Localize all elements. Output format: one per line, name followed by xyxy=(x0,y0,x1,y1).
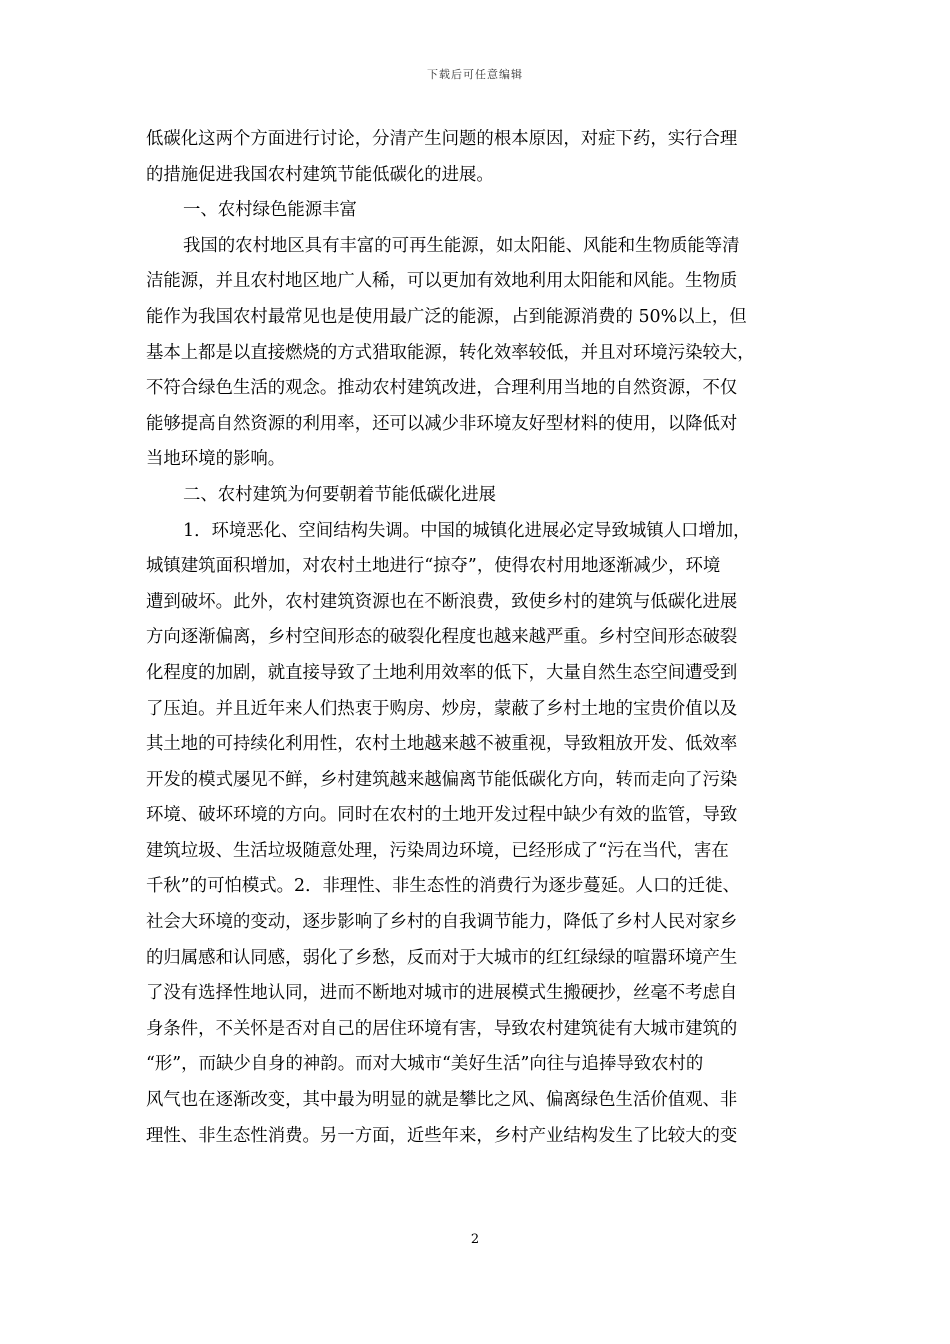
paragraph-first-line: 我国的农村地区具有丰富的可再生能源，如太阳能、风能和生物质能等清 xyxy=(183,235,740,256)
text-line: 了压迫。并且近年来人们热衷于购房、炒房，蒙蔽了乡村土地的宝贵价值以及 xyxy=(146,698,738,719)
text-line: 遭到破坏。此外，农村建筑资源也在不断浪费，致使乡村的建筑与低碳化进展 xyxy=(146,591,738,612)
text-line: 低碳化这两个方面进行讨论，分清产生问题的根本原因，对症下药，实行合理 xyxy=(146,129,738,149)
section-heading: 一、农村绿色能源丰富 xyxy=(183,200,357,221)
text-line: 基本上都是以直接燃烧的方式猎取能源，转化效率较低，并且对环境污染较大， xyxy=(146,342,755,363)
text-line: 社会大环境的变动，逐步影响了乡村的自我调节能力，降低了乡村人民对家乡 xyxy=(146,912,738,933)
text-line: 洁能源，并且农村地区地广人稀，可以更加有效地利用太阳能和风能。生物质 xyxy=(146,271,738,292)
text-line: 千秋”的可怕模式。2．非理性、非生态性的消费行为逐步蔓延。人口的迁徙、 xyxy=(146,876,740,897)
text-line: 不符合绿色生活的观念。推动农村建筑改进，合理利用当地的自然资源，不仅 xyxy=(146,378,738,399)
text-line: 城镇建筑面积增加，对农村土地进行“掠夺”，使得农村用地逐渐减少，环境 xyxy=(146,556,721,577)
document-body xyxy=(146,122,808,1154)
text-line: 能作为我国农村最常见也是使用最广泛的能源，占到能源消费的 50%以上，但 xyxy=(146,306,747,327)
text-line: 方向逐渐偏离，乡村空间形态的破裂化程度也越来越严重。乡村空间形态破裂 xyxy=(146,627,738,648)
text-line: 的措施促进我国农村建筑节能低碳化的进展。 xyxy=(146,164,494,185)
paragraph-first-line: 1．环境恶化、空间结构失调。中国的城镇化进展必定导致城镇人口增加， xyxy=(183,520,751,541)
text-line: 风气也在逐渐改变，其中最为明显的就是攀比之风、偏离绿色生活价值观、非 xyxy=(146,1090,738,1111)
text-line: 能够提高自然资源的利用率，还可以减少非环境友好型材料的使用，以降低对 xyxy=(146,413,738,434)
text-line: 了没有选择性地认同，进而不断地对城市的进展模式生搬硬抄，丝毫不考虑自 xyxy=(146,983,738,1004)
text-line: 理性、非生态性消费。另一方面，近些年来，乡村产业结构发生了比较大的变 xyxy=(146,1125,738,1146)
text-line: 的归属感和认同感，弱化了乡愁，反而对于大城市的红红绿绿的喧嚣环境产生 xyxy=(146,947,738,968)
text-line: 其土地的可持续化利用性，农村土地越来越不被重视，导致粗放开发、低效率 xyxy=(146,734,738,755)
text-line: 当地环境的影响。 xyxy=(146,449,286,470)
text-line: 环境、破坏环境的方向。同时在农村的土地开发过程中缺少有效的监管，导致 xyxy=(146,805,738,826)
text-line: “形”，而缺少自身的神韵。而对大城市“美好生活”向往与追捧导致农村的 xyxy=(146,1054,704,1075)
section-heading: 二、农村建筑为何要朝着节能低碳化进展 xyxy=(183,484,497,505)
text-line: 身条件，不关怀是否对自己的居住环境有害，导致农村建筑徒有大城市建筑的 xyxy=(146,1018,738,1039)
text-line: 开发的模式屡见不鲜，乡村建筑越来越偏离节能低碳化方向，转而走向了污染 xyxy=(146,769,738,790)
text-line: 化程度的加剧，就直接导致了土地利用效率的低下，大量自然生态空间遭受到 xyxy=(146,662,738,683)
text-line: 建筑垃圾、生活垃圾随意处理，污染周边环境，已经形成了“污在当代，害在 xyxy=(146,840,729,861)
page-number: 2 xyxy=(470,1232,480,1247)
page-header: 下载后可任意编辑 xyxy=(427,68,523,81)
